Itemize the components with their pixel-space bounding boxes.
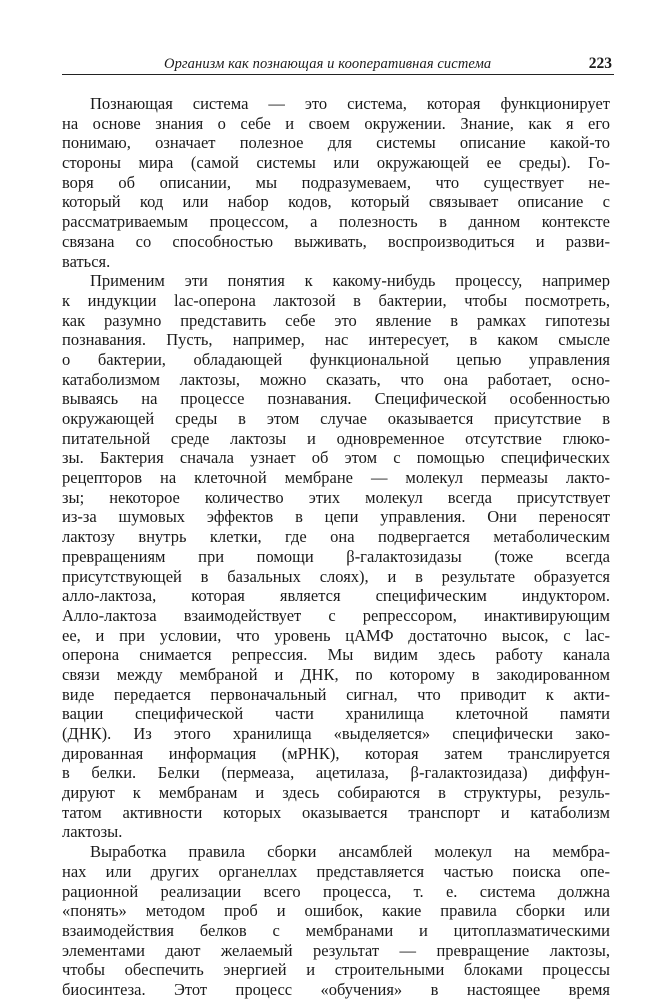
text-line: взаимодействия белков с мембранами и цитоплазматическими <box>62 920 610 940</box>
page-number: 223 <box>588 55 612 72</box>
text-line: как разумно представить себе это явление в рамках гипотезы <box>62 310 610 330</box>
text-line: связана со способностью выживать, воспроизводиться и разви- <box>62 231 610 251</box>
text-line: связи между мембраной и ДНК, по которому в закодированном <box>62 664 610 684</box>
text-line: ваться. <box>62 251 111 271</box>
text-line: рассматриваемым процессом, а полезность в данном контексте <box>62 212 610 232</box>
text-line: алло-лактоза, которая является специфическим индуктором. <box>62 586 610 606</box>
text-line: зы. Бактерия сначала узнает об этом с помощью специфических <box>62 448 610 468</box>
text-line: нах или других органеллах представляется частью поиска опе- <box>62 861 610 881</box>
text-line: элементами дают желаемый результат — превращение лактозы, <box>62 940 610 960</box>
text-line: на основе знания о себе и своем окружении. Знание, как я его <box>62 113 610 133</box>
paragraph-3 <box>62 842 610 1000</box>
paragraph-1 <box>62 94 610 271</box>
text-line: из-за шумовых эффектов в цепи управления. Они переносят <box>62 507 610 527</box>
text-line: лактозы. <box>62 822 123 842</box>
text-line: окружающей среды в этом случае оказывается присутствие в <box>62 409 610 428</box>
text-line: в белки. Белки (пермеаза, ацетилаза, β-галактозидаза) диффун- <box>62 763 610 783</box>
text-line: дированная информация (мРНК), которая затем транслируется <box>62 743 610 763</box>
text-line: виде передается первоначальный сигнал, что приводит к акти- <box>62 684 610 704</box>
text-line: ее, и при условии, что уровень цАМФ достаточно высок, с lac- <box>62 625 610 645</box>
text-line: оперона снимается репрессия. Мы видим здесь работу канала <box>62 645 610 665</box>
text-line: рационной реализации всего процесса, т. е. система должна <box>62 881 610 901</box>
text-line: присутствующей в базальных слоях), и в результате образуется <box>62 566 610 586</box>
text-line: о бактерии, обладающей функциональной цепью управления <box>62 349 610 369</box>
text-line: биосинтеза. Этот процесс «обучения» в настоящее время <box>62 979 610 999</box>
text-line: познавания. Пусть, например, нас интересует, в каком смысле <box>62 330 610 350</box>
text-line: Применим эти понятия к какому-нибудь процессу, например <box>90 271 610 291</box>
text-line: «понять» методом проб и ошибок, какие правила сборки или <box>62 901 610 921</box>
text-line: понимаю, означает полезное для системы описание какой-то <box>62 133 610 153</box>
text-line: Познающая система — это система, которая функционирует <box>90 94 610 113</box>
text-line: чтобы обеспечить энергией и строительными блоками процессы <box>62 960 610 980</box>
running-header <box>62 54 614 75</box>
text-line: который код или набор кодов, который связывает описание с <box>62 192 610 212</box>
text-line: питательной среде лактозы и одновременное отсутствие глюко- <box>62 428 610 448</box>
text-line: Выработка правила сборки ансамблей молекул на мембра- <box>90 842 610 862</box>
text-line: вации специфической части хранилища клеточной памяти <box>62 704 610 724</box>
text-line: воря об описании, мы подразумеваем, что существует не- <box>62 172 610 192</box>
text-line: стороны мира (самой системы или окружающей ее среды). Го- <box>62 153 610 173</box>
text-line: катаболизмом лактозы, можно сказать, что она работает, осно- <box>62 369 610 389</box>
paragraph-2 <box>62 271 610 842</box>
text-line: превращениям при помощи β-галактозидазы (тоже всегда <box>62 546 610 566</box>
text-line: (ДНК). Из этого хранилища «выделяется» специфически зако- <box>62 724 610 743</box>
text-line: рецепторов на клеточной мембране — молекул пермеазы лакто- <box>62 468 610 488</box>
text-line: к индукции lac-оперона лактозой в бактерии, чтобы посмотреть, <box>62 290 610 310</box>
running-title: Организм как познающая и кооперативная система <box>164 56 492 72</box>
text-line: лактозу внутрь клетки, где она подвергается метаболическим <box>62 527 610 547</box>
text-line: татом активности которых оказывается транспорт и катаболизм <box>62 802 610 822</box>
body-text <box>62 94 610 1000</box>
text-line: вываясь на процессе познавания. Специфической особенностью <box>62 389 610 409</box>
text-line: дируют к мембранам и здесь собираются в структуры, резуль- <box>62 783 610 803</box>
text-line: зы; некоторое количество этих молекул всегда присутствует <box>62 487 610 507</box>
text-line: Алло-лактоза взаимодействует с репрессором, инактивирующим <box>62 605 610 625</box>
